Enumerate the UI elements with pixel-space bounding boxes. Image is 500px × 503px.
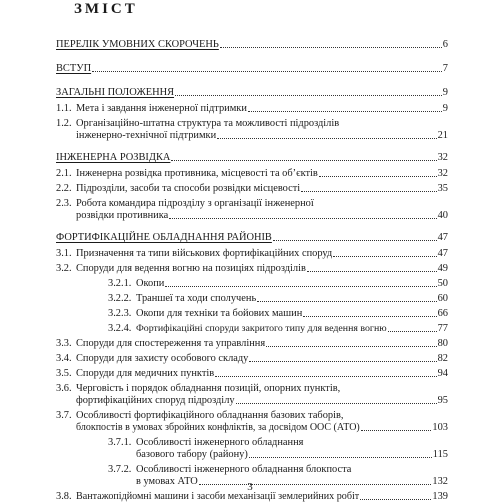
leader-dots — [220, 47, 442, 48]
toc-entry-text: Особливості фортифікаційного обладнання базових таборів, — [76, 410, 344, 421]
toc-entry-3-6[interactable] — [56, 383, 448, 407]
toc-entry-2-1[interactable] — [56, 168, 448, 180]
toc-section-2[interactable] — [56, 152, 448, 164]
toc-entry-page: 21 — [437, 130, 448, 141]
toc-entry-number: 3.7.2. — [108, 464, 132, 475]
toc-entry-3-5[interactable] — [56, 368, 448, 380]
toc-entry-page: 49 — [437, 263, 448, 274]
toc-entry-text: ВСТУП — [56, 63, 92, 74]
toc-entry-number: 3.7. — [56, 410, 72, 421]
toc-entry-number: 3.2.4. — [108, 323, 132, 334]
leader-dots — [388, 331, 437, 332]
leader-dots — [248, 111, 442, 112]
toc-entry-3-2-4[interactable] — [56, 323, 448, 335]
toc-entry-text: ФОРТИФІКАЦІЙНЕ ОБЛАДНАННЯ РАЙОНІВ — [56, 232, 272, 243]
toc-entry-number: 1.2. — [56, 118, 72, 129]
toc-entry-page: 60 — [437, 293, 448, 304]
page-title: ЗМІСТ — [74, 1, 138, 17]
toc-entry-number: 3.3. — [56, 338, 72, 349]
toc-entry-3-2[interactable] — [56, 263, 448, 275]
toc-entry-page: 7 — [442, 63, 448, 74]
toc-entry-text: ПЕРЕЛІК УМОВНИХ СКОРОЧЕНЬ — [56, 39, 219, 50]
toc-entry-3-2-2[interactable] — [56, 293, 448, 305]
toc-entry-number: 3.6. — [56, 383, 72, 394]
toc-entry-text: Особливості інженерного обладнання блокпоста — [136, 464, 352, 475]
toc-entry-page: 80 — [437, 338, 448, 349]
toc-entry-text: Траншеї та ходи сполучень — [136, 293, 257, 304]
toc-entry-page: 9 — [442, 87, 448, 98]
toc-entry-text: Споруди для спостереження та управління — [76, 338, 266, 349]
toc-entry-page: 9 — [442, 103, 448, 114]
toc-section-1[interactable] — [56, 87, 448, 99]
toc-entry-3-7[interactable] — [56, 410, 448, 434]
toc-entry-number: 3.5. — [56, 368, 72, 379]
toc-entry-text: Призначення та типи військових фортифікаційних споруд — [76, 248, 333, 259]
toc-entry-text: ЗАГАЛЬНІ ПОЛОЖЕННЯ — [56, 87, 175, 98]
toc-entry-1-1[interactable] — [56, 103, 448, 115]
toc-entry-page: 139 — [432, 491, 448, 502]
toc-entry-page: 47 — [437, 248, 448, 259]
toc-entry-abbreviations[interactable] — [56, 39, 448, 51]
toc-entry-number: 2.2. — [56, 183, 72, 194]
leader-dots — [171, 160, 436, 161]
leader-dots — [175, 95, 442, 96]
toc-entry-text-cont: в умовах АТО — [136, 476, 198, 487]
leader-dots — [165, 286, 436, 287]
toc-entry-page: 132 — [432, 476, 448, 487]
toc-entry-text: Особливості інженерного обладнання — [136, 437, 304, 448]
toc-entry-3-3[interactable] — [56, 338, 448, 350]
toc-entry-text: Мета і завдання інженерної підтримки — [76, 103, 247, 114]
toc-entry-text-cont: базового табору (району) — [136, 449, 248, 460]
leader-dots — [319, 176, 437, 177]
toc-entry-text-cont: блокпостів в умовах збройних конфліктів, за досвідом ООС (АТО) — [76, 422, 360, 433]
leader-dots — [215, 376, 436, 377]
toc-entry-3-7-1[interactable] — [56, 437, 448, 461]
toc-entry-page: 32 — [437, 152, 448, 163]
toc-entry-number: 3.2.3. — [108, 308, 132, 319]
toc-entry-text-cont: фортифікаційних споруд підрозділу — [76, 395, 235, 406]
toc-entry-introduction[interactable] — [56, 63, 448, 75]
toc-entry-page: 77 — [437, 323, 448, 334]
leader-dots — [361, 430, 432, 431]
toc-entry-page: 115 — [432, 449, 448, 460]
toc-entry-text: Підрозділи, засоби та способи розвідки місцевості — [76, 183, 301, 194]
leader-dots — [307, 271, 437, 272]
toc-entry-text: Вантажопідйомні машини і засоби механізації землерийних робіт — [76, 491, 360, 502]
toc-entry-page: 66 — [437, 308, 448, 319]
toc-entry-number: 3.1. — [56, 248, 72, 259]
leader-dots — [92, 71, 442, 72]
toc-entry-number: 2.1. — [56, 168, 72, 179]
toc-entry-number: 3.7.1. — [108, 437, 132, 448]
toc-entry-3-1[interactable] — [56, 248, 448, 260]
toc-entry-text: Споруди для медичних пунктів — [76, 368, 215, 379]
leader-dots — [249, 361, 436, 362]
toc-entry-page: 94 — [437, 368, 448, 379]
toc-entry-number: 3.2.1. — [108, 278, 132, 289]
toc-entry-page: 32 — [437, 168, 448, 179]
toc-entry-text-cont: розвідки противника — [76, 210, 169, 221]
toc-entry-page: 35 — [437, 183, 448, 194]
toc-entry-2-2[interactable] — [56, 183, 448, 195]
leader-dots — [266, 346, 436, 347]
toc-entry-number: 2.3. — [56, 198, 72, 209]
page-number: 3 — [247, 481, 253, 493]
toc-entry-number: 3.4. — [56, 353, 72, 364]
toc-section-3[interactable] — [56, 232, 448, 244]
toc-entry-1-2[interactable] — [56, 118, 448, 142]
leader-dots — [169, 218, 436, 219]
toc-entry-text-cont: інженерно-технічної підтримки — [76, 130, 217, 141]
toc-entry-page: 6 — [442, 39, 448, 50]
toc-entry-number: 3.2. — [56, 263, 72, 274]
leader-dots — [249, 457, 432, 458]
toc-entry-2-3[interactable] — [56, 198, 448, 222]
leader-dots — [217, 138, 436, 139]
leader-dots — [333, 256, 436, 257]
toc-entry-text: Черговість і порядок обладнання позицій, опорних пунктів, — [76, 383, 341, 394]
leader-dots — [303, 316, 436, 317]
toc-entry-text: Окопи для техніки та бойових машин — [136, 308, 303, 319]
leader-dots — [301, 191, 436, 192]
toc-entry-page: 82 — [437, 353, 448, 364]
toc-entry-page: 103 — [432, 422, 448, 433]
toc-entry-text: Організаційно-штатна структура та можливості підрозділів — [76, 118, 340, 129]
toc-entry-text: ІНЖЕНЕРНА РОЗВІДКА — [56, 152, 171, 163]
leader-dots — [273, 240, 437, 241]
toc-entry-number: 3.2.2. — [108, 293, 132, 304]
toc-entry-3-2-1[interactable] — [56, 278, 448, 290]
toc-entry-3-2-3[interactable] — [56, 308, 448, 320]
toc-entry-text: Фортифікаційні споруди закритого типу для ведення вогню — [136, 323, 387, 334]
leader-dots — [257, 301, 436, 302]
toc-entry-3-4[interactable] — [56, 353, 448, 365]
toc-entry-text: Споруди для захисту особового складу — [76, 353, 249, 364]
toc-entry-text: Інженерна розвідка противника, місцевості та об’єктів — [76, 168, 318, 179]
toc-entry-text: Робота командира підрозділу з організації інженерної — [76, 198, 314, 209]
toc-entry-page: 40 — [437, 210, 448, 221]
toc-entry-page: 47 — [437, 232, 448, 243]
toc-entry-text: Споруди для ведення вогню на позиціях підрозділів — [76, 263, 306, 274]
toc-entry-text: Окопи — [136, 278, 165, 289]
toc-entry-number: 1.1. — [56, 103, 72, 114]
toc-entry-page: 50 — [437, 278, 448, 289]
toc-entry-number: 3.8. — [56, 491, 72, 502]
leader-dots — [236, 403, 437, 404]
table-of-contents — [56, 36, 448, 503]
toc-entry-page: 95 — [437, 395, 448, 406]
